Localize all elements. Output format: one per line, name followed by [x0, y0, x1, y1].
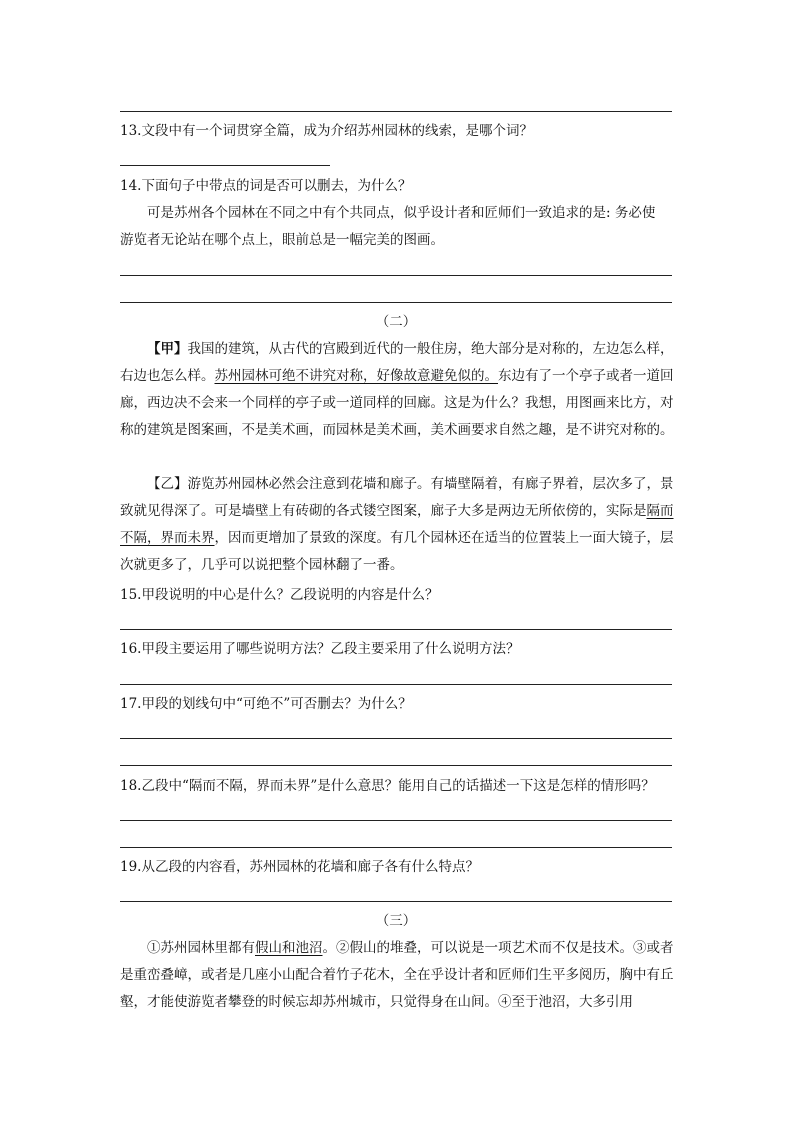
question-14-quote-line-2: 游览者无论站在哪个点上，眼前总是一幅完美的图画。: [120, 232, 444, 248]
answer-line-16: [120, 684, 672, 685]
passage-san-text-1: ①苏州园林里都有: [147, 940, 255, 956]
passage-yi-text-2: ，因而更增加了景致的深度。有几个园林还在适当的位置装上一面大镜子，层次就更多了，几乎可以说把整个园林翻了一番。: [120, 530, 674, 573]
question-14-quote-line-1: 可是苏州各个园林在不同之中有个共同点，似乎设计者和匠师们一致追求的是: 务必使: [147, 205, 656, 221]
answer-line-17a: [120, 738, 672, 739]
passage-san-text-2: 。②假山的堆叠，可以说是一项艺术而不仅是技术。③或者是重峦叠嶂，或者是几座小山配合着竹子花木，全在乎设计者和匠师们生平多阅历，胸中有丘壑，才能使游览者攀登的时候忘却苏州城市，只觉得身在山间。④至于池沼，大多引用: [120, 940, 674, 1010]
passage-yi-underlined: 隔而不隔，界而未界: [120, 503, 674, 546]
question-13: 13.文段中有一个词贯穿全篇，成为介绍苏州园林的线索，是哪个词？: [120, 123, 533, 139]
question-18: 18.乙段中“隔而不隔，界而未界”是什么意思？能用自己的话描述一下这是怎样的情形吗？: [120, 778, 655, 794]
answer-line-14b: [120, 302, 672, 303]
section-2-title: （二）: [375, 314, 417, 330]
passage-jia-underlined: 苏州园林可绝不讲究对称，好像故意避免似的。: [214, 368, 498, 384]
answer-line-13: [120, 165, 330, 166]
answer-line-19: [120, 901, 672, 902]
passage-yi: [120, 471, 676, 579]
question-17: 17.甲段的划线句中“可绝不”可否删去？为什么？: [120, 696, 412, 712]
passage-jia-text-2: 东边有了一个亭子或者一道回廊，西边决不会来一个同样的亭子或一道同样的回廊。这是为什么？我想，用图画来比方，对称的建筑是图案画，不是美术画，而园林是美术画，美术画要求自然之趣，是不讲究对称的。: [120, 368, 674, 438]
question-16: 16.甲段主要运用了哪些说明方法？乙段主要采用了什么说明方法？: [120, 641, 520, 657]
passage-jia: [120, 336, 676, 444]
question-19: 19.从乙段的内容看，苏州园林的花墙和廊子各有什么特点？: [120, 859, 479, 875]
question-14: 14.下面句子中带点的词是否可以删去，为什么？: [120, 178, 412, 194]
passage-san-underlined: 假山和池沼: [255, 940, 323, 956]
answer-line-18a: [120, 820, 672, 821]
passage-jia-text-1: 我国的建筑，从古代的宫殿到近代的一般住房，绝大部分是对称的，左边怎么样，右边也怎么样。: [120, 341, 674, 384]
answer-line-15: [120, 629, 672, 630]
passage-yi-text-1: 游览苏州园林必然会注意到花墙和廊子。有墙壁隔着，有廊子界着，层次多了，景致就见得深了。可是墙壁上有砖砌的各式镂空图案，廊子大多是两边无所依傍的，实际是: [120, 476, 674, 519]
answer-line-18b: [120, 847, 672, 848]
answer-line-17b: [120, 765, 672, 766]
passage-jia-label: 【甲】: [147, 341, 188, 357]
passage-san: [120, 935, 676, 1016]
section-3-title: （三）: [375, 913, 417, 929]
question-15: 15.甲段说明的中心是什么？乙段说明的内容是什么？: [120, 587, 439, 603]
answer-line: [120, 111, 672, 112]
passage-yi-label: 【乙】: [147, 476, 188, 492]
answer-line-14a: [120, 275, 672, 276]
